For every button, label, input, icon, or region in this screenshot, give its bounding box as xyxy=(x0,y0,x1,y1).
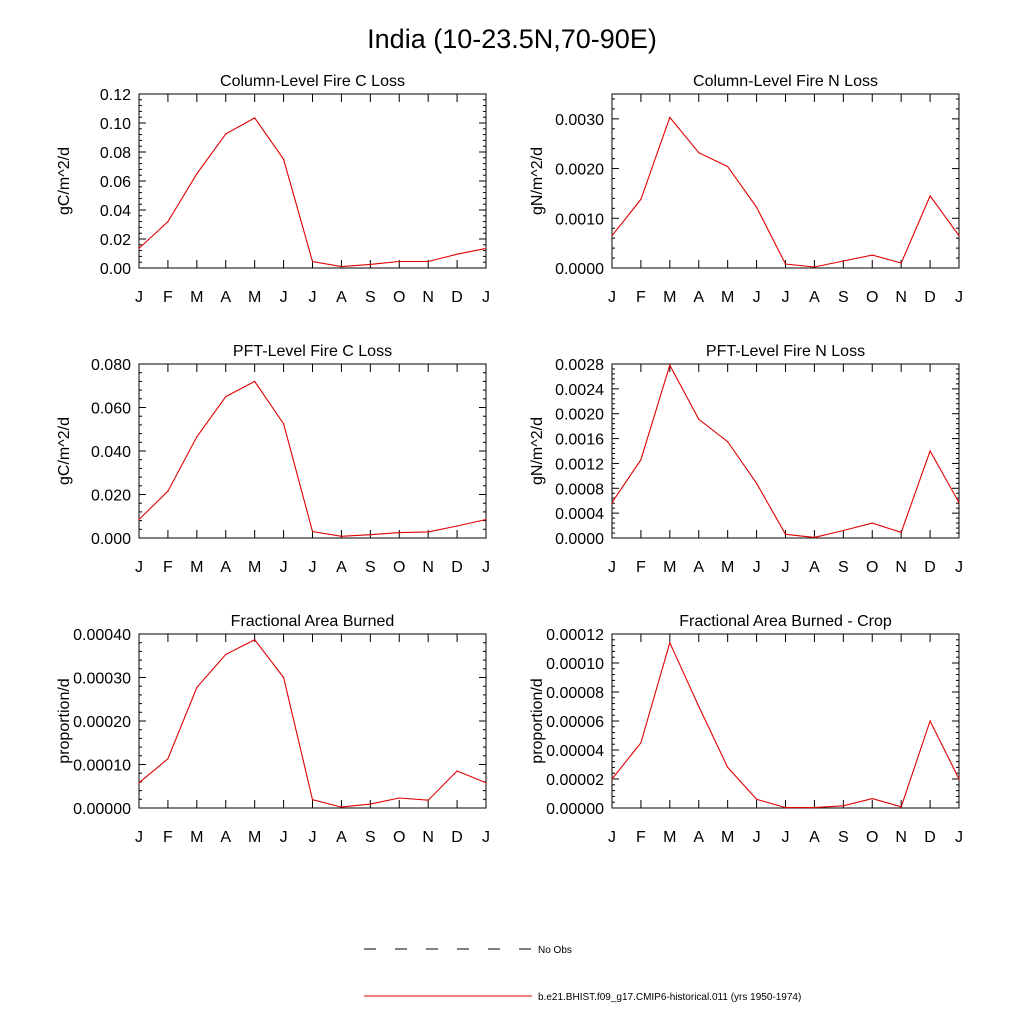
data-point xyxy=(456,525,457,526)
data-point xyxy=(138,519,139,520)
figure-title: India (10-23.5N,70-90E) xyxy=(367,24,657,54)
y-axis-label: proportion/d xyxy=(56,678,73,764)
data-point xyxy=(785,807,786,808)
y-tick-label: 0.00020 xyxy=(73,714,131,731)
series-line xyxy=(139,381,486,536)
data-point xyxy=(901,806,902,807)
x-tick-label: O xyxy=(393,829,406,846)
x-tick-label: S xyxy=(837,829,849,846)
y-tick-label: 0.00000 xyxy=(546,801,604,818)
x-tick-label: A xyxy=(336,559,347,576)
x-tick-label: S xyxy=(837,559,849,576)
x-tick-label: J xyxy=(135,289,143,306)
x-tick-label: F xyxy=(636,829,646,846)
chart-panel-1 xyxy=(56,73,490,306)
x-tick-label: O xyxy=(866,829,879,846)
data-point xyxy=(958,778,959,779)
y-tick-label: 0.0010 xyxy=(555,211,604,229)
y-tick-label: 0.0030 xyxy=(555,111,604,129)
data-point xyxy=(167,221,168,222)
data-point xyxy=(698,152,699,153)
x-tick-label: J xyxy=(279,829,288,846)
x-tick-label: M xyxy=(721,829,735,846)
plot-frame xyxy=(612,634,959,808)
data-point xyxy=(814,807,815,808)
x-tick-label: M xyxy=(721,289,735,306)
y-tick-label: 0.00006 xyxy=(546,714,604,731)
y-tick-label: 0.00010 xyxy=(73,757,131,775)
plot-frame xyxy=(139,94,486,268)
data-point xyxy=(611,778,612,779)
x-tick-label: J xyxy=(955,289,963,306)
x-tick-label: D xyxy=(451,559,463,576)
y-tick-label: 0.00010 xyxy=(546,656,604,673)
y-tick-label: 0.02 xyxy=(99,232,131,249)
plot-frame xyxy=(612,94,959,268)
y-tick-label: 0.040 xyxy=(90,444,131,461)
data-point xyxy=(312,531,313,532)
y-tick-label: 0.04 xyxy=(99,203,131,220)
chart-title: Fractional Area Burned xyxy=(230,613,395,630)
y-tick-label: 0.060 xyxy=(90,400,131,418)
x-tick-label: N xyxy=(895,559,907,576)
data-point xyxy=(456,770,457,771)
y-axis-label: gC/m^2/d xyxy=(56,147,73,215)
y-tick-label: 0.00030 xyxy=(73,670,131,688)
x-tick-label: J xyxy=(752,559,761,576)
data-point xyxy=(399,261,400,262)
x-tick-label: M xyxy=(721,559,735,576)
y-tick-label: 0.06 xyxy=(99,174,131,191)
x-tick-label: S xyxy=(364,829,376,846)
y-tick-label: 0.00008 xyxy=(546,685,604,702)
y-tick-label: 0.080 xyxy=(90,357,131,374)
chart-panels xyxy=(56,73,963,846)
y-tick-label: 0.0028 xyxy=(555,357,604,374)
x-tick-label: M xyxy=(248,289,262,306)
x-tick-label: N xyxy=(422,559,434,576)
data-point xyxy=(283,159,284,160)
data-point xyxy=(370,534,371,535)
data-point xyxy=(785,263,786,264)
data-point xyxy=(901,532,902,533)
chart-panel-3 xyxy=(56,343,490,576)
data-point xyxy=(640,742,641,743)
data-point xyxy=(640,459,641,460)
plot-frame xyxy=(612,364,959,538)
x-tick-label: D xyxy=(451,829,463,846)
data-point xyxy=(283,677,284,678)
data-point xyxy=(727,767,728,768)
data-point xyxy=(756,799,757,800)
data-point xyxy=(341,266,342,267)
x-tick-label: A xyxy=(336,289,347,306)
y-tick-label: 0.00 xyxy=(99,261,131,278)
data-point xyxy=(872,798,873,799)
chart-title: Column-Level Fire C Loss xyxy=(220,73,405,90)
y-tick-label: 0.0004 xyxy=(555,506,604,524)
plot-frame xyxy=(139,364,486,538)
x-tick-label: A xyxy=(693,829,705,846)
y-tick-label: 0.00040 xyxy=(73,627,131,644)
legend-label-model: b.e21.BHIST.f09_g17.CMIP6-historical.011 (yrs 1950-1974) xyxy=(538,992,802,1003)
x-tick-label: A xyxy=(220,559,232,576)
data-point xyxy=(814,266,815,267)
data-point xyxy=(225,396,226,397)
x-tick-label: J xyxy=(308,289,317,306)
x-tick-label: N xyxy=(422,829,434,846)
y-tick-label: 0.0000 xyxy=(555,531,604,548)
data-point xyxy=(843,530,844,531)
data-point xyxy=(167,491,168,492)
y-tick-label: 0.0008 xyxy=(555,481,604,499)
data-point xyxy=(727,441,728,442)
data-point xyxy=(167,758,168,759)
data-point xyxy=(399,532,400,533)
x-tick-label: A xyxy=(809,829,820,846)
y-tick-label: 0.00004 xyxy=(546,743,604,760)
x-tick-label: M xyxy=(663,289,677,306)
x-tick-label: J xyxy=(308,829,317,846)
x-tick-label: M xyxy=(248,829,262,846)
data-point xyxy=(485,782,486,783)
x-tick-label: J xyxy=(752,829,761,846)
x-tick-label: A xyxy=(220,829,232,846)
x-tick-label: N xyxy=(895,829,907,846)
data-point xyxy=(138,248,139,249)
data-point xyxy=(698,706,699,707)
data-point xyxy=(428,531,429,532)
data-point xyxy=(428,800,429,801)
x-tick-label: D xyxy=(924,559,936,576)
data-point xyxy=(929,450,930,451)
plot-frame xyxy=(139,634,486,808)
data-point xyxy=(727,166,728,167)
y-tick-label: 0.00012 xyxy=(546,627,604,644)
x-tick-label: J xyxy=(955,829,963,846)
x-tick-label: J xyxy=(955,559,963,576)
data-point xyxy=(485,248,486,249)
x-tick-label: J xyxy=(482,289,490,306)
data-point xyxy=(640,199,641,200)
y-tick-label: 0.10 xyxy=(99,116,131,133)
x-tick-label: J xyxy=(781,829,790,846)
chart-panel-5 xyxy=(56,613,490,846)
x-tick-label: J xyxy=(608,289,616,306)
x-tick-label: A xyxy=(693,289,705,306)
y-tick-label: 0.0020 xyxy=(555,406,604,424)
data-point xyxy=(669,365,670,366)
data-point xyxy=(196,436,197,437)
chart-title: PFT-Level Fire N Loss xyxy=(705,343,866,360)
data-point xyxy=(196,173,197,174)
data-point xyxy=(370,264,371,265)
data-point xyxy=(929,720,930,721)
y-tick-label: 0.000 xyxy=(90,531,131,548)
x-tick-label: J xyxy=(781,289,790,306)
x-tick-label: O xyxy=(866,559,879,576)
y-tick-label: 0.12 xyxy=(99,87,131,104)
x-tick-label: M xyxy=(190,559,204,576)
data-point xyxy=(225,654,226,655)
y-tick-label: 0.0000 xyxy=(555,261,604,278)
data-point xyxy=(254,117,255,118)
data-point xyxy=(929,195,930,196)
data-point xyxy=(254,381,255,382)
y-tick-label: 0.00000 xyxy=(73,801,131,818)
chart-title: Column-Level Fire N Loss xyxy=(693,73,878,90)
data-point xyxy=(901,262,902,263)
data-point xyxy=(399,797,400,798)
y-tick-label: 0.0024 xyxy=(555,381,604,399)
x-tick-label: S xyxy=(364,559,376,576)
y-tick-label: 0.00002 xyxy=(546,772,604,789)
y-tick-label: 0.020 xyxy=(90,487,131,505)
series-line xyxy=(139,640,486,807)
data-point xyxy=(756,207,757,208)
x-tick-label: J xyxy=(279,559,288,576)
x-tick-label: M xyxy=(190,289,204,306)
data-point xyxy=(341,536,342,537)
y-tick-label: 0.08 xyxy=(99,145,131,162)
data-point xyxy=(872,254,873,255)
x-tick-label: A xyxy=(809,289,820,306)
data-point xyxy=(341,807,342,808)
data-point xyxy=(814,537,815,538)
x-tick-label: F xyxy=(163,559,173,576)
series-line xyxy=(612,643,959,808)
x-tick-label: D xyxy=(451,289,463,306)
x-tick-label: D xyxy=(924,289,936,306)
x-tick-label: F xyxy=(163,829,173,846)
data-point xyxy=(669,642,670,643)
x-tick-label: J xyxy=(279,289,288,306)
x-tick-label: J xyxy=(482,559,490,576)
y-axis-label: gN/m^2/d xyxy=(529,147,546,215)
data-point xyxy=(138,782,139,783)
y-tick-label: 0.0020 xyxy=(555,161,604,179)
series-line xyxy=(612,365,959,537)
data-point xyxy=(872,522,873,523)
x-tick-label: J xyxy=(781,559,790,576)
data-point xyxy=(698,419,699,420)
chart-panel-2 xyxy=(529,73,963,306)
x-tick-label: A xyxy=(220,289,232,306)
x-tick-label: J xyxy=(752,289,761,306)
x-tick-label: J xyxy=(608,559,616,576)
x-tick-label: A xyxy=(809,559,820,576)
x-tick-label: F xyxy=(636,559,646,576)
legend xyxy=(364,945,801,1003)
x-tick-label: A xyxy=(336,829,347,846)
x-tick-label: O xyxy=(866,289,879,306)
series-line xyxy=(139,118,486,267)
series-line xyxy=(612,117,959,267)
data-point xyxy=(958,235,959,236)
data-point xyxy=(254,639,255,640)
x-tick-label: J xyxy=(608,829,616,846)
x-tick-label: A xyxy=(693,559,705,576)
x-tick-label: F xyxy=(636,289,646,306)
x-tick-label: M xyxy=(663,829,677,846)
x-tick-label: O xyxy=(393,289,406,306)
x-tick-label: M xyxy=(248,559,262,576)
data-point xyxy=(843,805,844,806)
data-point xyxy=(756,483,757,484)
data-point xyxy=(428,261,429,262)
data-point xyxy=(196,687,197,688)
x-tick-label: J xyxy=(135,829,143,846)
y-tick-label: 0.0012 xyxy=(555,456,604,474)
data-point xyxy=(312,261,313,262)
data-point xyxy=(958,502,959,503)
legend-label-no-obs: No Obs xyxy=(538,945,572,956)
x-tick-label: O xyxy=(393,559,406,576)
data-point xyxy=(785,534,786,535)
data-point xyxy=(485,519,486,520)
y-tick-label: 0.0016 xyxy=(555,431,604,449)
chart-panel-4 xyxy=(529,343,963,576)
chart-panel-6 xyxy=(529,613,963,846)
y-axis-label: proportion/d xyxy=(529,678,546,764)
data-point xyxy=(456,254,457,255)
data-point xyxy=(611,235,612,236)
x-tick-label: S xyxy=(364,289,376,306)
data-point xyxy=(283,423,284,424)
x-tick-label: F xyxy=(163,289,173,306)
data-point xyxy=(370,803,371,804)
y-axis-label: gN/m^2/d xyxy=(529,417,546,485)
x-tick-label: J xyxy=(482,829,490,846)
data-point xyxy=(843,260,844,261)
x-tick-label: N xyxy=(895,289,907,306)
x-tick-label: M xyxy=(663,559,677,576)
data-point xyxy=(611,502,612,503)
x-tick-label: M xyxy=(190,829,204,846)
data-point xyxy=(669,117,670,118)
data-point xyxy=(312,799,313,800)
x-tick-label: D xyxy=(924,829,936,846)
data-point xyxy=(225,133,226,134)
x-tick-label: J xyxy=(135,559,143,576)
chart-title: Fractional Area Burned - Crop xyxy=(679,613,892,630)
x-tick-label: S xyxy=(837,289,849,306)
x-tick-label: N xyxy=(422,289,434,306)
chart-title: PFT-Level Fire C Loss xyxy=(232,343,393,360)
y-axis-label: gC/m^2/d xyxy=(56,417,73,485)
x-tick-label: J xyxy=(308,559,317,576)
